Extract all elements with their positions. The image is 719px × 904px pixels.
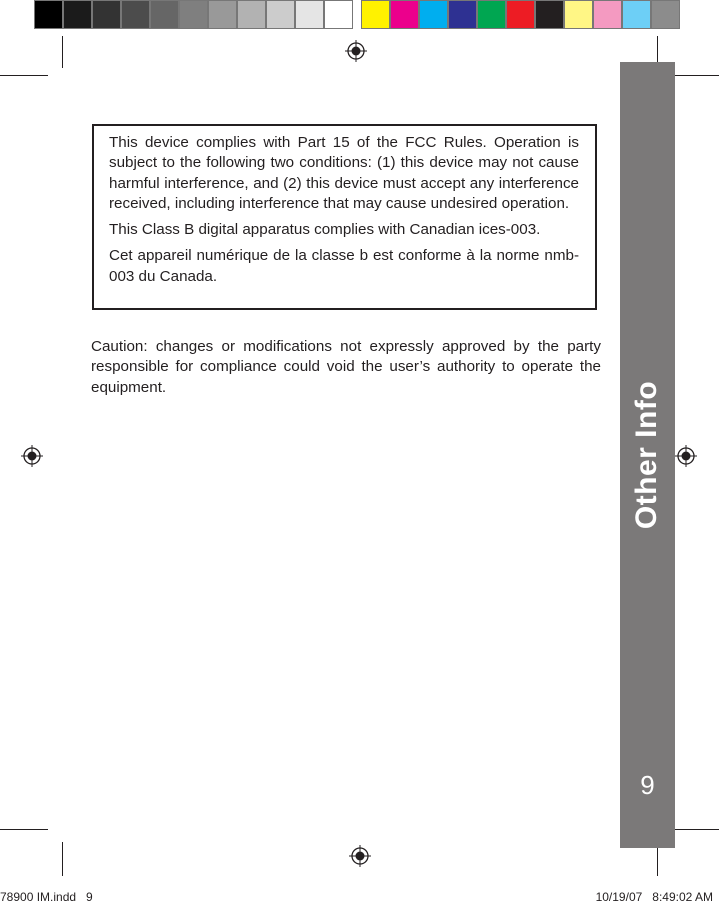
color-swatch [179,0,208,29]
color-swatch [208,0,237,29]
crop-mark [62,36,63,68]
slug-filename: 78900 IM.indd 9 [0,890,93,904]
color-swatch [593,0,622,29]
color-swatch [622,0,651,29]
color-swatch [361,0,390,29]
crop-mark [0,829,48,830]
color-swatch [266,0,295,29]
canada-statement-fr: Cet appareil numérique de la classe b est conforme à la norme nmb-003 du Canada. [109,247,579,285]
color-swatch [651,0,680,29]
color-swatch [150,0,179,29]
color-swatch [324,0,353,29]
crop-mark [671,829,719,830]
registration-mark-icon [345,40,367,62]
registration-mark-icon [675,445,697,467]
page-number: 9 [640,770,655,800]
color-swatch [564,0,593,29]
color-swatch [121,0,150,29]
color-swatch [34,0,63,29]
color-swatch [295,0,324,29]
registration-mark-icon [21,445,43,467]
color-swatch [535,0,564,29]
crop-mark [671,75,719,76]
color-swatch [506,0,535,29]
color-swatch [419,0,448,29]
section-title-text: Other Info [630,380,664,530]
color-swatch [477,0,506,29]
crop-mark [0,75,48,76]
color-swatch [92,0,121,29]
slug-timestamp: 10/19/07 8:49:02 AM [595,890,713,904]
canada-statement-en: This Class B digital apparatus complies with Canadian ices-003. [109,221,541,239]
caution-text: Caution: changes or modifications not expressly approved by the party responsible for compliance could void the user’s authority to operate the equipment. [91,338,601,396]
fcc-notice-box [92,124,597,310]
fcc-statement: This device complies with Part 15 of the FCC Rules. Operation is subject to the following two conditions: (1) this device may not cause harmful interference, and (2) this device must accept any interference received, including interference that may cause undesired operation. [109,134,579,212]
color-swatch [448,0,477,29]
crop-mark [62,842,63,876]
color-swatch [390,0,419,29]
color-swatch [353,0,361,29]
color-swatch [237,0,266,29]
registration-mark-icon [349,845,371,867]
color-bar [34,0,680,32]
section-title [620,380,675,530]
color-swatch [63,0,92,29]
